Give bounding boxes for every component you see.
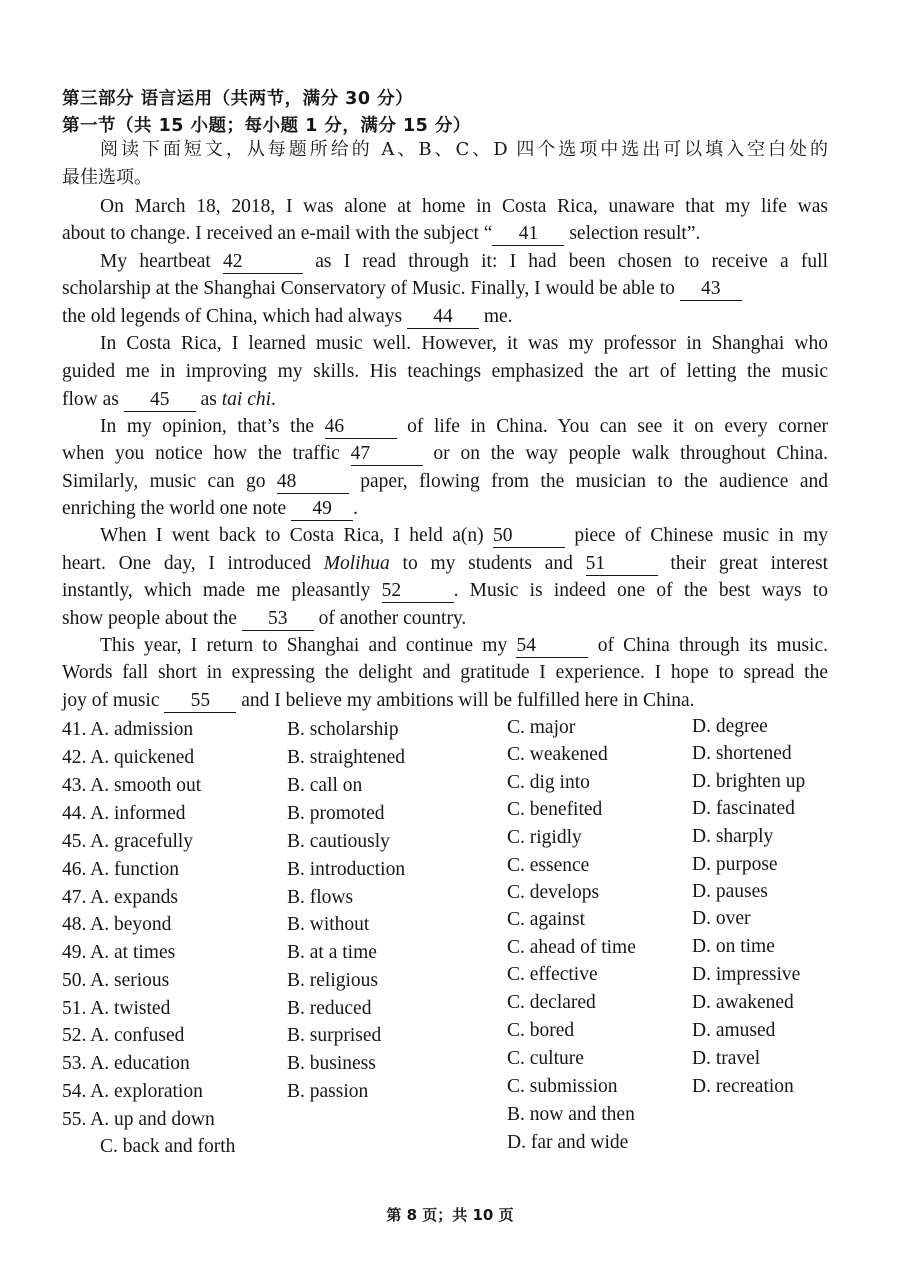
- blank-46: 46: [325, 416, 397, 439]
- paragraph-4-line-3: [62, 468, 828, 495]
- option-49-d: D. on time: [692, 936, 775, 957]
- part-title: 第三部分 语言运用（共两节，满分 30 分）: [62, 89, 414, 109]
- option-50-c: C. effective: [507, 964, 598, 985]
- text-run: as: [195, 389, 222, 410]
- paragraph-4-line-4: [62, 495, 828, 522]
- paragraph-5-line-4: [62, 605, 828, 632]
- option-52-c: C. bored: [507, 1020, 575, 1041]
- option-49-c: C. ahead of time: [507, 937, 636, 958]
- text-run: flow as: [62, 389, 124, 410]
- blank-51: 51: [586, 553, 658, 576]
- option-49-b: B. at a time: [287, 942, 377, 963]
- option-46-a: 46. A. function: [62, 859, 179, 880]
- option-54-b: B. passion: [287, 1081, 369, 1102]
- blank-48: 48: [277, 471, 349, 494]
- text-run: When I went back to Costa Rica, I held a(n): [100, 525, 493, 546]
- text-run: of life in China. You can see it on every corner: [396, 416, 828, 437]
- text-run: Similarly, music can go: [62, 471, 277, 492]
- text-run: .: [353, 498, 358, 519]
- option-44-b: B. promoted: [287, 803, 385, 824]
- option-51-b: B. reduced: [287, 998, 372, 1019]
- text-run: enriching the world one note: [62, 498, 292, 519]
- paragraph-6-line-3: [62, 687, 828, 714]
- text-run: instantly, which made me pleasantly: [62, 580, 382, 601]
- paragraph-2-line-2: [62, 275, 828, 302]
- text-run: of another country.: [313, 608, 467, 629]
- option-47-c: C. develops: [507, 882, 600, 903]
- option-50-a: 50. A. serious: [62, 970, 170, 991]
- option-48-a: 48. A. beyond: [62, 914, 172, 935]
- option-50-d: D. impressive: [692, 964, 801, 985]
- option-46-b: B. introduction: [287, 859, 406, 880]
- text-run: the old legends of China, which had always: [62, 306, 407, 327]
- text-run: piece of Chinese music in my: [564, 525, 828, 546]
- paragraph-6-line-1: [100, 632, 828, 659]
- option-47-d: D. pauses: [692, 881, 768, 902]
- text-run: joy of music: [62, 690, 165, 711]
- option-52-a: 52. A. confused: [62, 1025, 185, 1046]
- option-54-a: 54. A. exploration: [62, 1081, 203, 1102]
- option-44-d: D. fascinated: [692, 798, 795, 819]
- text-run: or on the way people walk throughout China.: [422, 443, 828, 464]
- option-53-b: B. business: [287, 1053, 376, 1074]
- option-43-d: D. brighten up: [692, 771, 806, 792]
- option-41-a: 41. A. admission: [62, 719, 194, 740]
- option-44-a: 44. A. informed: [62, 803, 186, 824]
- option-53-c: C. culture: [507, 1048, 584, 1069]
- option-46-c: C. essence: [507, 855, 590, 876]
- text-run: scholarship at the Shanghai Conservatory of Music. Finally, I would be able to: [62, 278, 680, 299]
- option-41-b: B. scholarship: [287, 719, 399, 740]
- option-50-b: B. religious: [287, 970, 378, 991]
- option-54-c: C. submission: [507, 1076, 618, 1097]
- text-run: their great interest: [657, 553, 828, 574]
- option-55-c: C. back and forth: [100, 1136, 236, 1157]
- section-title: 第一节（共 15 小题；每小题 1 分，满分 15 分）: [62, 116, 471, 136]
- blank-49: 49: [291, 498, 353, 521]
- paragraph-6-line-2: Words fall short in expressing the delight and gratitude I experience. I hope to spread the: [62, 662, 828, 683]
- italic-term: tai chi: [221, 389, 272, 410]
- option-55-d: D. far and wide: [507, 1132, 629, 1153]
- option-55-b: B. now and then: [507, 1104, 635, 1125]
- italic-song-title: Molihua: [323, 553, 390, 574]
- blank-50: 50: [493, 525, 565, 548]
- text-run: me.: [478, 306, 513, 327]
- paragraph-4-line-2: [62, 440, 828, 467]
- blank-54: 54: [516, 635, 588, 658]
- option-48-d: D. over: [692, 908, 751, 929]
- option-45-c: C. rigidly: [507, 827, 582, 848]
- option-55-a: 55. A. up and down: [62, 1109, 215, 1130]
- text-run: My heartbeat: [100, 251, 223, 272]
- paragraph-3-line-3: [62, 386, 828, 413]
- text-run: to my students and: [389, 553, 586, 574]
- text-run: . Music is indeed one of the best ways to: [453, 580, 828, 601]
- text-run: selection result”.: [564, 223, 701, 244]
- blank-41: 41: [492, 223, 564, 246]
- option-53-d: D. travel: [692, 1048, 761, 1069]
- paragraph-1-line-2: [62, 220, 828, 247]
- option-48-b: B. without: [287, 914, 370, 935]
- instructions-line-1: 阅读下面短文，从每题所给的 A、B、C、D 四个选项中选出可以填入空白处的: [100, 139, 828, 160]
- option-44-c: C. benefited: [507, 799, 603, 820]
- paragraph-3-line-1: In Costa Rica, I learned music well. However, it was my professor in Shanghai who: [100, 333, 828, 354]
- blank-45: 45: [124, 389, 196, 412]
- blank-55: 55: [164, 690, 236, 713]
- option-47-b: B. flows: [287, 887, 354, 908]
- blank-47: 47: [351, 443, 423, 466]
- option-41-d: D. degree: [692, 716, 768, 737]
- text-run: show people about the: [62, 608, 242, 629]
- paragraph-2-line-3: [62, 303, 828, 330]
- option-42-b: B. straightened: [287, 747, 406, 768]
- blank-43: 43: [680, 278, 742, 301]
- option-46-d: D. purpose: [692, 854, 778, 875]
- paragraph-1-line-1: On March 18, 2018, I was alone at home in Costa Rica, unaware that my life was: [100, 196, 828, 217]
- text-run: This year, I return to Shanghai and continue my: [100, 635, 517, 656]
- option-54-d: D. recreation: [692, 1076, 794, 1097]
- text-run: In my opinion, that’s the: [100, 416, 325, 437]
- text-run: and I believe my ambitions will be fulfilled here in China.: [236, 690, 695, 711]
- option-52-d: D. amused: [692, 1020, 776, 1041]
- option-47-a: 47. A. expands: [62, 887, 178, 908]
- blank-42: 42: [223, 251, 303, 274]
- text-run: about to change. I received an e-mail with the subject “: [62, 223, 493, 244]
- option-48-c: C. against: [507, 909, 585, 930]
- blank-44: 44: [407, 306, 479, 329]
- paragraph-5-line-1: [100, 522, 828, 549]
- option-45-a: 45. A. gracefully: [62, 831, 194, 852]
- option-52-b: B. surprised: [287, 1025, 382, 1046]
- option-49-a: 49. A. at times: [62, 942, 176, 963]
- paragraph-2-line-1: [100, 248, 828, 275]
- paragraph-5-line-2: [62, 550, 828, 577]
- text-run: heart. One day, I introduced: [62, 553, 324, 574]
- page-number: 第 8 页；共 10 页: [386, 1206, 514, 1224]
- option-45-b: B. cautiously: [287, 831, 390, 852]
- option-51-a: 51. A. twisted: [62, 998, 171, 1019]
- text-run: .: [271, 389, 276, 410]
- instructions-line-2: 最佳选项。: [62, 167, 152, 188]
- blank-52: 52: [382, 580, 454, 603]
- option-51-d: D. awakened: [692, 992, 794, 1013]
- paragraph-5-line-3: [62, 577, 828, 604]
- option-43-a: 43. A. smooth out: [62, 775, 202, 796]
- text-run: when you notice how the traffic: [62, 443, 351, 464]
- blank-53: 53: [242, 608, 314, 631]
- text-run: paper, flowing from the musician to the audience and: [348, 471, 828, 492]
- option-42-a: 42. A. quickened: [62, 747, 195, 768]
- option-51-c: C. declared: [507, 992, 596, 1013]
- option-43-c: C. dig into: [507, 772, 590, 793]
- option-43-b: B. call on: [287, 775, 363, 796]
- option-53-a: 53. A. education: [62, 1053, 190, 1074]
- text-run: as I read through it: I had been chosen to receive a full: [303, 251, 828, 272]
- option-42-d: D. shortened: [692, 743, 792, 764]
- option-41-c: C. major: [507, 717, 576, 738]
- text-run: of China through its music.: [588, 635, 828, 656]
- paragraph-3-line-2: guided me in improving my skills. His teachings emphasized the art of letting the music: [62, 361, 828, 382]
- option-42-c: C. weakened: [507, 744, 608, 765]
- paragraph-4-line-1: [100, 413, 828, 440]
- option-45-d: D. sharply: [692, 826, 774, 847]
